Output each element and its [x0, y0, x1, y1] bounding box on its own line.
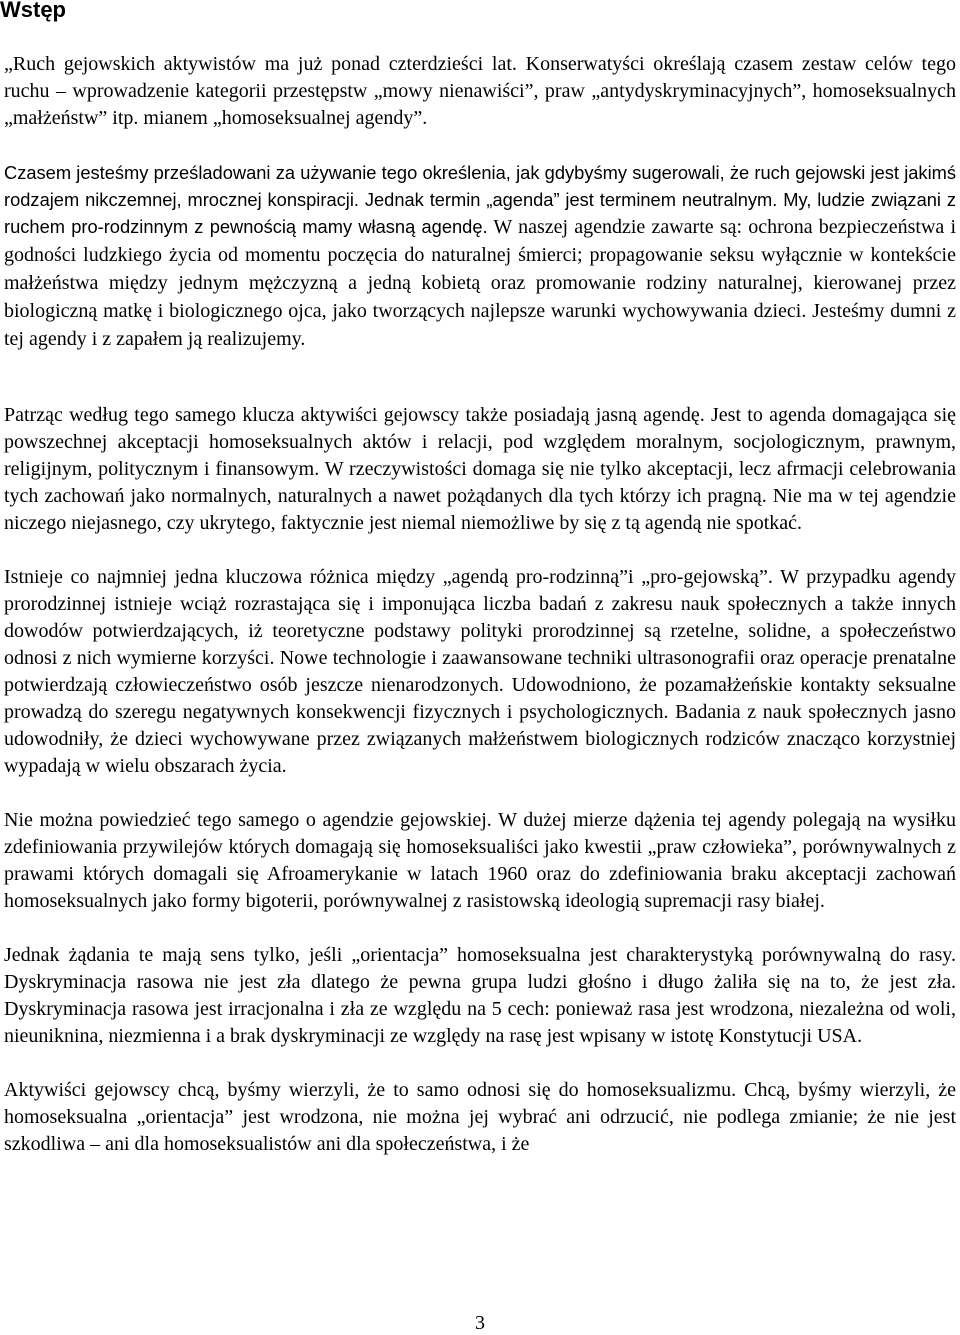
- paragraph-7: Aktywiści gejowscy chcą, byśmy wierzyli, że to samo odnosi się do homoseksualizmu. Chcą, byśmy wierzyli, że homoseksualna „orientacja” jest wrodzona, nie można jej wybrać ani odrzucić, nie podlega zmianie; że nie jest szkodliwa – ani dla homoseksualistów ani dla społeczeństwa, i że: [4, 1079, 956, 1155]
- paragraph-1: „Ruch gejowskich aktywistów ma już ponad czterdzieści lat. Konserwatyści określają czasem zestaw celów tego ruchu – wprowadzenie kategorii przestępstw „mowy nienawiści”, praw „antydyskryminacyjnych”, homoseksualnych „małżeństw” itp. mianem „homoseksualnej agendy”.: [4, 53, 956, 129]
- paragraph-2-part-b: W naszej agendzie zawarte są: ochrona bezpieczeństwa i godności ludzkiego życia od momentu poczęcia do naturalnej śmierci; propagowanie seksu wyłącznie w kontekście małżeństwa między jednym mężczyzną a jedną kobietą oraz promowanie rodziny naturalnej, kierowanej przez biologiczną matkę i biologicznego ojca, jako tworzących najlepsze warunki wychowywania dzieci. Jesteśmy dumni z tej agendy i z zapałem ją realizujemy.: [4, 216, 957, 350]
- paragraph-5: Nie można powiedzieć tego samego o agendzie gejowskiej. W dużej mierze dążenia tej agendy polegają na wysiłku zdefiniowania przywilejów których domagają się homoseksualiści jako kwestii „praw człowieka”, porównywalnych z prawami których domagali się Afroamerykanie w latach 1960 oraz do zdefiniowania braku akceptacji zachowań homoseksualnych jako formy bigoterii, porównywalnej z rasistowską ideologią supremacji rasy białej.: [4, 809, 956, 912]
- paragraph-2-part-a: Czasem jesteśmy prześladowani za używanie tego określenia, jak gdybyśmy sugerowali, że ruch gejowski jest jakimś rodzajem nikczemnej, mrocznej konspiracji. Jednak termin „agenda” jest terminem neutralnym. My, ludzie związani z ruchem pro-rodzinnym z pewnością mamy własną agendę.: [4, 162, 956, 237]
- paragraph-3: Patrząc według tego samego klucza aktywiści gejowscy także posiadają jasną agendę. Jest to agenda domagająca się powszechnej akceptacji homoseksualnych aktów i relacji, pod względem moralnym, socjologicznym, prawnym, religijnym, politycznym i finansowym. W rzeczywistości domaga się nie tylko akceptacji, lecz afrmacji celebrowania tych zachowań jako normalnych, naturalnych a nawet pożądanych dla tych którzy ich pragną. Nie ma w tej agendzie niczego niejasnego, czy ukrytego, faktycznie jest niemal niemożliwe by się z tą agendą nie spotkać.: [4, 404, 956, 534]
- paragraph-4: Istnieje co najmniej jedna kluczowa różnica między „agendą pro-rodzinną”i „pro-gejowską”. W przypadku agendy prorodzinnej istnieje wciąż rozrastająca się i imponująca liczba badań z zakresu nauk społecznych a także innych dowodów potwierdzających, iż teoretyczne podstawy polityki prorodzinnej są rzetelne, solidne, a społeczeństwo odnosi z nich wymierne korzyści. Nowe technologie i zaawansowane techniki ultrasonografii oraz operacje prenatalne potwierdzają człowieczeństwo osób jeszcze nienarodzonych. Udowodniono, że pozamałżeńskie kontakty seksualne prowadzą do szeregu negatywnych konsekwencji fizycznych i psychologicznych. Badania z nauk społecznych jasno udowodniły, że dzieci wychowywane przez związanych małżeństwem biologicznych rodziców znacząco korzystniej wypadają w wielu obszarach życia.: [4, 566, 956, 777]
- page-title: Wstęp: [0, 0, 66, 22]
- main-paragraph-block: [4, 402, 956, 1185]
- paragraph-2: [4, 159, 956, 353]
- page-number: 3: [475, 1312, 485, 1334]
- intro-paragraph-block: [4, 51, 956, 159]
- paragraph-6: Jednak żądania te mają sens tylko, jeśli „orientacja” homoseksualna jest charakterystyką porównywalną do rasy. Dyskryminacja rasowa nie jest zła dlatego że pewna grupa ludzi głośno i długo żaliła się na to, że jest zła. Dyskryminacja rasowa jest irracjonalna i zła ze względu na 5 cech: ponieważ rasa jest wrodzona, niezależna od woli, nieuniknina, niezmienna i a brak dyskryminacji ze względy na rasę jest wpisany w istotę Konstytucji USA.: [4, 944, 956, 1047]
